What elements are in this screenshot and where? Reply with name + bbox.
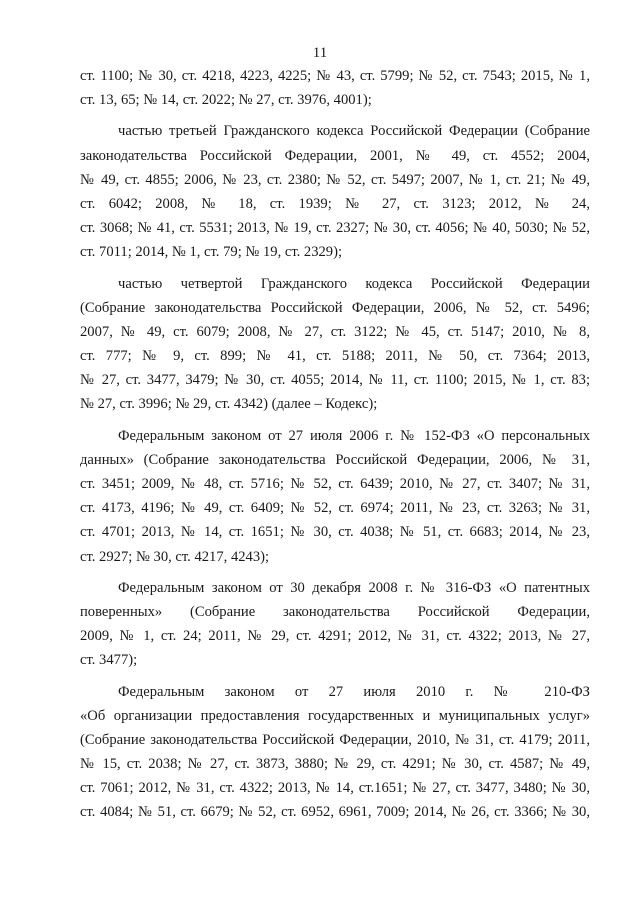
paragraph-gap xyxy=(80,112,590,119)
text-line: (Собрание законодательства Российской Федерации, 2006, № 52, ст. 5496; xyxy=(80,299,590,316)
text-line: ст. 7011; 2014, № 1, ст. 79; № 19, ст. 2329); xyxy=(80,244,343,261)
text-line: ст. 3451; 2009, № 48, ст. 5716; № 52, ст. 6439; 2010, № 27, ст. 3407; № 31, xyxy=(80,476,590,492)
text-line: ст. 13, 65; № 14, ст. 2022; № 27, ст. 3976, 4001); xyxy=(80,92,372,109)
text-line: ст. 6042; 2008, № 18, ст. 1939; № 27, ст. 3123; 2012, № 24, xyxy=(80,195,590,212)
paragraph-gap xyxy=(80,569,590,576)
text-line: № 27, ст. 3996; № 29, ст. 4342) (далее – Кодекс); xyxy=(80,396,378,413)
text-line: (Собрание законодательства Российской Федерации, 2010, № 31, ст. 4179; 2011, xyxy=(80,731,590,748)
text-line: 2009, № 1, ст. 24; 2011, № 29, ст. 4291; 2012, № 31, ст. 4322; 2013, № 27, xyxy=(80,628,590,645)
page-number: 11 xyxy=(312,45,328,61)
paragraph-gap xyxy=(80,673,590,680)
text-line: ст. 1100; № 30, ст. 4218, 4223, 4225; № 43, ст. 5799; № 52, ст. 7543; 2015, № 1, xyxy=(80,68,590,84)
text-line: ст. 4084; № 51, ст. 6679; № 52, ст. 6952, 6961, 7009; 2014, № 26, ст. 3366; № 30, xyxy=(80,804,590,821)
document-body xyxy=(80,64,590,825)
text-line: № 27, ст. 3477, 3479; № 30, ст. 4055; 2014, № 11, ст. 1100; 2015, № 1, ст. 83; xyxy=(80,372,590,389)
text-line: частью четвертой Гражданского кодекса Российской Федерации xyxy=(118,275,590,292)
text-line: № 49, ст. 4855; 2006, № 23, ст. 2380; № 52, ст. 5497; 2007, № 1, ст. 21; № 49, xyxy=(80,171,590,188)
text-line: ст. 3477); xyxy=(80,652,138,669)
text-line: Федеральным законом от 27 июля 2006 г. № 152-ФЗ «О персональных xyxy=(118,427,590,444)
text-line: «Об организации предоставления государственных и муниципальных услуг» xyxy=(80,707,590,724)
text-line: ст. 777; № 9, ст. 899; № 41, ст. 5188; 2011, № 50, ст. 7364; 2013, xyxy=(80,348,590,365)
text-line: законодательства Российской Федерации, 2001, № 49, ст. 4552; 2004, xyxy=(80,147,590,164)
text-line: ст. 7061; 2012, № 31, ст. 4322; 2013, № 14, ст.1651; № 27, ст. 3477, 3480; № 30, xyxy=(80,780,590,797)
text-line: 2007, № 49, ст. 6079; 2008, № 27, ст. 3122; № 45, ст. 5147; 2010, № 8, xyxy=(80,323,590,340)
text-line: ст. 2927; № 30, ст. 4217, 4243); xyxy=(80,548,270,565)
text-line: ст. 4173, 4196; № 49, ст. 6409; № 52, ст. 6974; 2011, № 23, ст. 3263; № 31, xyxy=(80,500,590,517)
text-line: ст. 4701; 2013, № 14, ст. 1651; № 30, ст. 4038; № 51, ст. 6683; 2014, № 23, xyxy=(80,524,590,541)
text-line: поверенных» (Собрание законодательства Российской Федерации, xyxy=(80,603,590,620)
text-line: № 15, ст. 2038; № 27, ст. 3873, 3880; № 29, ст. 4291; № 30, ст. 4587; № 49, xyxy=(80,756,590,773)
text-line: ст. 3068; № 41, ст. 5531; 2013, № 19, ст. 2327; № 30, ст. 4056; № 40, 5030; № 52, xyxy=(80,220,590,237)
paragraph-gap xyxy=(80,265,590,272)
text-line: Федеральным законом от 30 декабря 2008 г. № 316-ФЗ «О патентных xyxy=(118,579,590,596)
text-line: частью третьей Гражданского кодекса Российской Федерации (Собрание xyxy=(118,123,590,140)
text-line: Федеральным законом от 27 июля 2010 г. № 210-ФЗ xyxy=(118,683,590,700)
text-line: данных» (Собрание законодательства Российской Федерации, 2006, № 31, xyxy=(80,451,590,468)
paragraph-gap xyxy=(80,417,590,424)
